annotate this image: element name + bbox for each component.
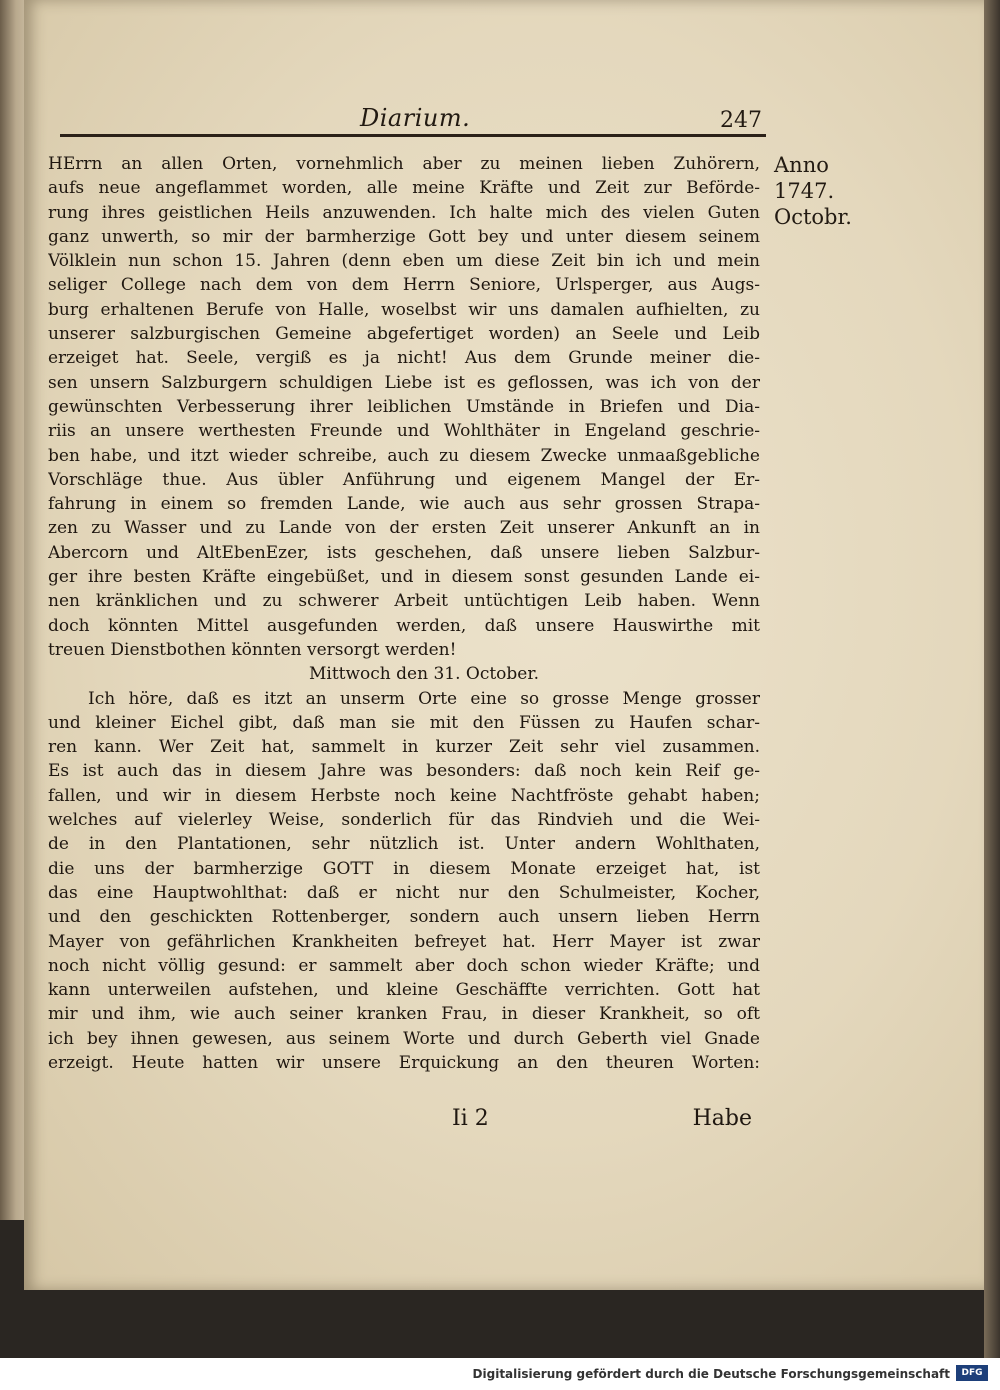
text-line: mir und ihm, wie auch seiner kranken Frau, in dieser Krankheit, so oft <box>48 1004 760 1025</box>
signature-mark: Ii 2 <box>452 1106 489 1131</box>
book-edge <box>984 0 1000 1358</box>
text-line: Es ist auch das in diesem Jahre was besonders: daß noch kein Reif ge- <box>48 761 760 782</box>
text-line: Abercorn und AltEbenEzer, ists geschehen, daß unsere lieben Salzbur- <box>48 542 760 563</box>
catchword: Habe <box>692 1106 752 1131</box>
text-line: doch könnten Mittel ausgefunden werden, daß unsere Hauswirthe mit <box>48 615 760 636</box>
text-line: ben habe, und itzt wieder schreibe, auch zu diesem Zwecke unmaaßgebliche <box>48 445 760 466</box>
text-line: Ich höre, daß es itzt an unserm Orte eine so grosse Menge grosser <box>88 688 760 709</box>
text-line: erzeigt. Heute hatten wir unsere Erquickung an den theuren Worten: <box>48 1052 760 1073</box>
text-line: noch nicht völlig gesund: er sammelt aber doch schon wieder Kräfte; und <box>48 955 760 976</box>
date-heading: Mittwoch den 31. October. <box>308 664 540 685</box>
text-line: treuen Dienstbothen könnten versorgt werden! <box>48 639 457 660</box>
text-line: ganz unwerth, so mir der barmherzige Gott bey und unter diesem seinem <box>48 226 760 247</box>
text-line: de in den Plantationen, sehr nützlich ist. Unter andern Wohlthaten, <box>48 834 760 855</box>
text-line: burg erhaltenen Berufe von Halle, woselbst wir uns damalen aufhielten, zu <box>48 299 760 320</box>
text-line: unserer salzburgischen Gemeine abgefertiget worden) an Seele und Leib <box>48 324 760 345</box>
text-line: HErrn an allen Orten, vornehmlich aber zu meinen lieben Zuhörern, <box>48 154 760 174</box>
text-line: das eine Hauptwohlthat: daß er nicht nur den Schulmeister, Kocher, <box>48 882 760 903</box>
text-line: erzeiget hat. Seele, vergiß es ja nicht! Aus dem Grunde meiner die- <box>48 348 760 369</box>
text-line: gewünschten Verbesserung ihrer leiblichen Umstände in Briefen und Dia- <box>48 396 760 417</box>
text-line: nen kränklichen und zu schwerer Arbeit untüchtigen Leib haben. Wenn <box>48 591 760 612</box>
text-line: zen zu Wasser und zu Lande von der ersten Zeit unserer Ankunft an in <box>48 518 760 539</box>
page-foot <box>48 1106 760 1136</box>
text-line: sen unsern Salzburgern schuldigen Liebe ist es geflossen, was ich von der <box>48 372 760 393</box>
margin-note <box>774 152 864 230</box>
dfg-logo: DFG <box>956 1365 988 1381</box>
header-rule <box>60 134 766 137</box>
text-line: und den geschickten Rottenberger, sondern auch unsern lieben Herrn <box>48 907 760 928</box>
margin-note-line: Anno <box>774 153 829 177</box>
running-title: Diarium. <box>360 104 471 132</box>
text-line: die uns der barmherzige GOTT in diesem Monate erzeiget hat, ist <box>48 858 760 879</box>
text-line: und kleiner Eichel gibt, daß man sie mit den Füssen zu Haufen schar- <box>48 712 760 733</box>
body-text <box>48 152 760 1075</box>
text-line: welches auf vielerley Weise, sonderlich für das Rindvieh und die Wei- <box>48 810 760 831</box>
text-line: Mayer von gefährlichen Krankheiten befreyet hat. Herr Mayer ist zwar <box>48 931 760 952</box>
text-line: ger ihre besten Kräfte eingebüßet, und in diesem sonst gesunden Lande ei- <box>48 567 760 588</box>
text-line: kann unterweilen aufstehen, und kleine Geschäffte verrichten. Gott hat <box>48 980 760 1001</box>
margin-note-line: Octobr. <box>774 205 852 229</box>
text-line: seliger College nach dem von dem Herrn Seniore, Urlsperger, aus Augs- <box>48 275 760 296</box>
text-line: ren kann. Wer Zeit hat, sammelt in kurzer Zeit sehr viel zusammen. <box>48 737 760 758</box>
text-line: Völklein nun schon 15. Jahren (denn eben um diese Zeit bin ich und mein <box>48 251 760 272</box>
margin-note-line: 1747. <box>774 179 835 203</box>
footer-bar <box>0 1358 1000 1390</box>
page-number: 247 <box>720 108 762 133</box>
funding-credit: Digitalisierung gefördert durch die Deutsche Forschungsgemeinschaft <box>472 1367 950 1381</box>
running-head <box>60 96 766 136</box>
text-line: fallen, und wir in diesem Herbste noch keine Nachtfröste gehabt haben; <box>48 785 760 806</box>
text-line: aufs neue angeflammet worden, alle meine Kräfte und Zeit zur Beförde- <box>48 178 760 199</box>
text-line: fahrung in einem so fremden Lande, wie auch aus sehr grossen Strapa- <box>48 494 760 515</box>
text-line: riis an unsere werthesten Freunde und Wohlthäter in Engeland geschrie- <box>48 421 760 442</box>
text-line: rung ihres geistlichen Heils anzuwenden. Ich halte mich des vielen Guten <box>48 202 760 223</box>
text-line: Vorschläge thue. Aus übler Anführung und eigenem Mangel der Er- <box>48 469 760 490</box>
text-line: ich bey ihnen gewesen, aus seinem Worte und durch Geberth viel Gnade <box>48 1028 760 1049</box>
